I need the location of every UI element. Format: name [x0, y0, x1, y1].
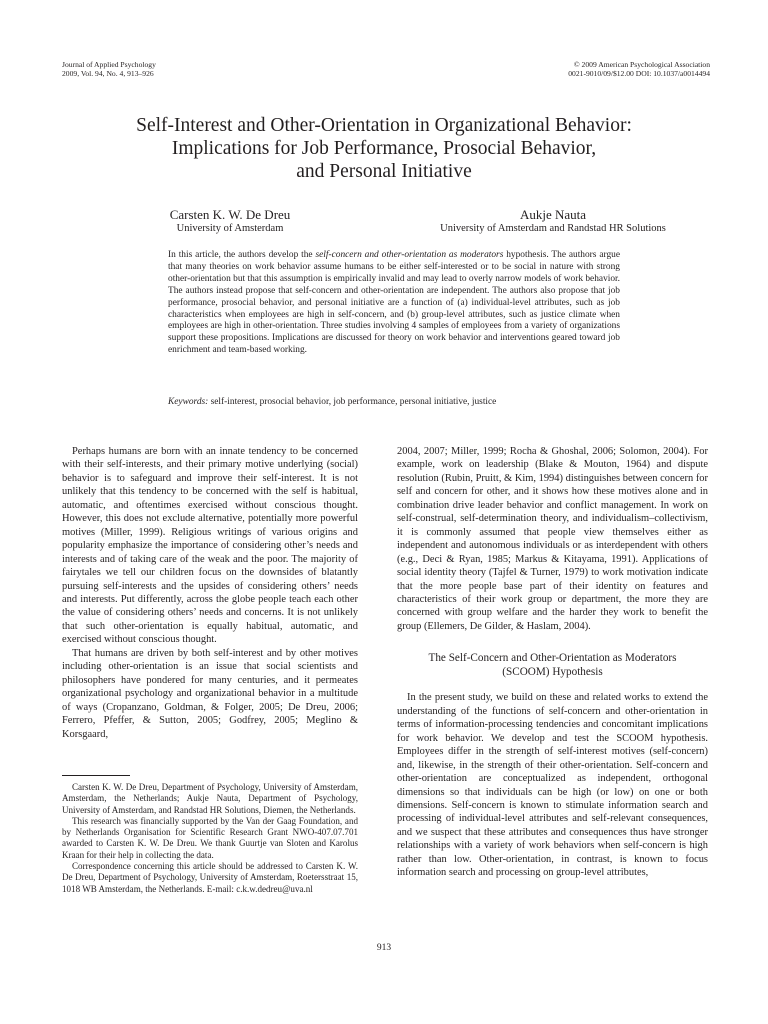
keywords-label: Keywords:	[168, 397, 209, 407]
doi-line: 0021-9010/09/$12.00 DOI: 10.1037/a0014494	[568, 69, 710, 78]
section-heading-line: The Self-Concern and Other-Orientation as Moderators	[428, 652, 677, 665]
keywords-list: self-interest, prosocial behavior, job performance, personal initiative, justice	[208, 397, 497, 407]
article-title	[60, 114, 708, 183]
title-line-3: and Personal Initiative	[296, 161, 472, 182]
keywords	[168, 396, 620, 408]
section-heading-line: (SCOOM) Hypothesis	[502, 666, 603, 679]
copyright-info	[568, 60, 710, 78]
body-paragraph: Perhaps humans are born with an innate tendency to be concerned with their self-interests, and their primary motive underlying (social) behavior is to safeguard and improve their self-interest. It is not unlikely that this tendency to be concerned with the self is habitual, automatic, and oftentimes exercised without conscious thought. However, this does not exclude alternative, potentially more powerful motives (Miller, 1999). Religious writings of various origins and popularity emphasize the importance of considering other’s needs and interests and of taking care of the weak and the poor. The majority of fairytales we tell our children focus on the downsides of blatantly pursuing self-interests and the upsides of considering others’ needs and interests. Put differently, across the globe people teach each other the value of considering others’ needs and concerns. It is not unlikely that such other-orientation is equally habitual, automatic, and exercised without conscious thought.	[62, 446, 358, 646]
abstract	[168, 250, 620, 357]
body-paragraph: 2004, 2007; Miller, 1999; Rocha & Ghoshal, 2006; Solomon, 2004). For example, work on leadership (Blake & Mouton, 1964) and dispute resolution (Rubin, Pruitt, & Kim, 1994) distinguishes between concern for self and concern for other, and it shows how these motives alone and in combination drive leader behavior and conflict management. In work on self-construal, self-determination theory, and individualism–collectivism, it is commonly assumed that people view themselves either as independent and autonomous individuals or as interdependent with others (e.g., Deci & Ryan, 1985; Markus & Kitayama, 1991). Applications of social identity theory (Tajfel & Turner, 1979) to work motivation indicate that the more people base part of their identity on features and characteristics of their work group or department, the more they are concerned with group welfare and the harder they work to benefit the group (Ellemers, De Gilder, & Haslam, 2004).	[397, 446, 708, 632]
right-column	[397, 445, 708, 880]
journal-name: Journal of Applied Psychology	[62, 60, 156, 69]
footnote-affiliations: Carsten K. W. De Dreu, Department of Psychology, University of Amsterdam, Amsterdam, the Netherlands; Aukje Nauta, Department of Psychology, University of Amsterdam, and Randstad HR Solutions, Diemen, the Netherlands.	[62, 782, 358, 815]
footnote-funding: This research was financially supported by the Van der Gaag Foundation, and by Netherlands Organisation for Scientific Research Grant NWO-407.07.701 awarded to Carsten K. W. De Dreu. We thank Guurtje van Sloten and Karolus Kraan for their help in collecting the data.	[62, 815, 358, 860]
abstract-text: hypothesis. The authors argue that many theories on work behavior assume humans to be either self-interested or to be social in nature with strong other-orientation but that this assumption is empirically invalid and may lead to overly narrow models of work behavior. The authors instead propose that self-concern and other-orientation are independent. The authors also propose that job performance, prosocial behavior, and personal initiative are a function of (a) individual-level attributes, such as job characteristics when employees are high in self-concern, and (b) group-level attributes, such as justice climate when employees are high in other-orientation. Three studies involving 4 samples of employees from a variety of organizations support these propositions. Implications are discussed for theory on work behavior and interventions geared toward job enrichment and team-based working.	[168, 250, 620, 356]
page-number: 913	[376, 943, 392, 953]
title-line-1: Self-Interest and Other-Orientation in Organizational Behavior:	[136, 115, 632, 136]
author-block-1	[140, 207, 320, 235]
abstract-hypothesis-name: self-concern and other-orientation as moderators	[315, 250, 504, 260]
author-affiliation: University of Amsterdam	[176, 223, 284, 234]
author-name: Aukje Nauta	[519, 207, 587, 222]
author-block-2	[418, 207, 688, 235]
body-paragraph: In the present study, we build on these and related works to extend the understanding of the functions of self-concern and other-orientation in terms of information-processing tendencies and concomitant implications for work behavior. We develop and test the SCOOM hypothesis. Employees differ in the strength of self-interest motives (self-concern) and, likewise, in the strength of their other-orientation. Self-concern and other-orientation are conceptualized as independent, orthogonal dimensions so that individuals can be high (or low) on one or both dimensions. Self-concern is known to stimulate information search and processing of individual-level attributes and self-relevant consequences, and we suspect that these attributes and consequences thus have stronger relationships with a variety of work behaviors when self-concern is high rather than low. Other-orientation, in contrast, is known to focus information search and processing on group-level attributes,	[397, 692, 708, 879]
section-heading	[397, 651, 708, 679]
footnote-correspondence: Correspondence concerning this article should be addressed to Carsten K. W. De Dreu, Department of Psychology, University of Amsterdam, Roetersstraat 15, 1018 WB Amsterdam, the Netherlands. E-mail: c.k.w.dedreu@uva.nl	[62, 861, 358, 894]
abstract-text: In this article, the authors develop the	[168, 250, 316, 260]
title-line-2: Implications for Job Performance, Prosocial Behavior,	[171, 138, 597, 159]
journal-volume: 2009, Vol. 94, No. 4, 913–926	[62, 69, 154, 78]
author-name: Carsten K. W. De Dreu	[169, 207, 291, 222]
footnotes	[62, 782, 358, 895]
left-column	[62, 445, 358, 741]
author-affiliation: University of Amsterdam and Randstad HR Solutions	[440, 223, 666, 234]
copyright-line: © 2009 American Psychological Association	[573, 60, 710, 69]
footnote-divider	[62, 775, 130, 776]
journal-citation	[62, 60, 156, 78]
body-paragraph: That humans are driven by both self-interest and by other motives including other-orientation is an issue that social scientists and philosophers have pondered for many centuries, and it permeates organizational psychology and organizational behavior in a multitude of ways (Cropanzano, Goldman, & Folger, 2005; De Dreu, 2006; Ferrero, Pfeffer, & Sutton, 2005; Godfrey, 2005; Meglino & Korsgaard,	[62, 647, 358, 740]
